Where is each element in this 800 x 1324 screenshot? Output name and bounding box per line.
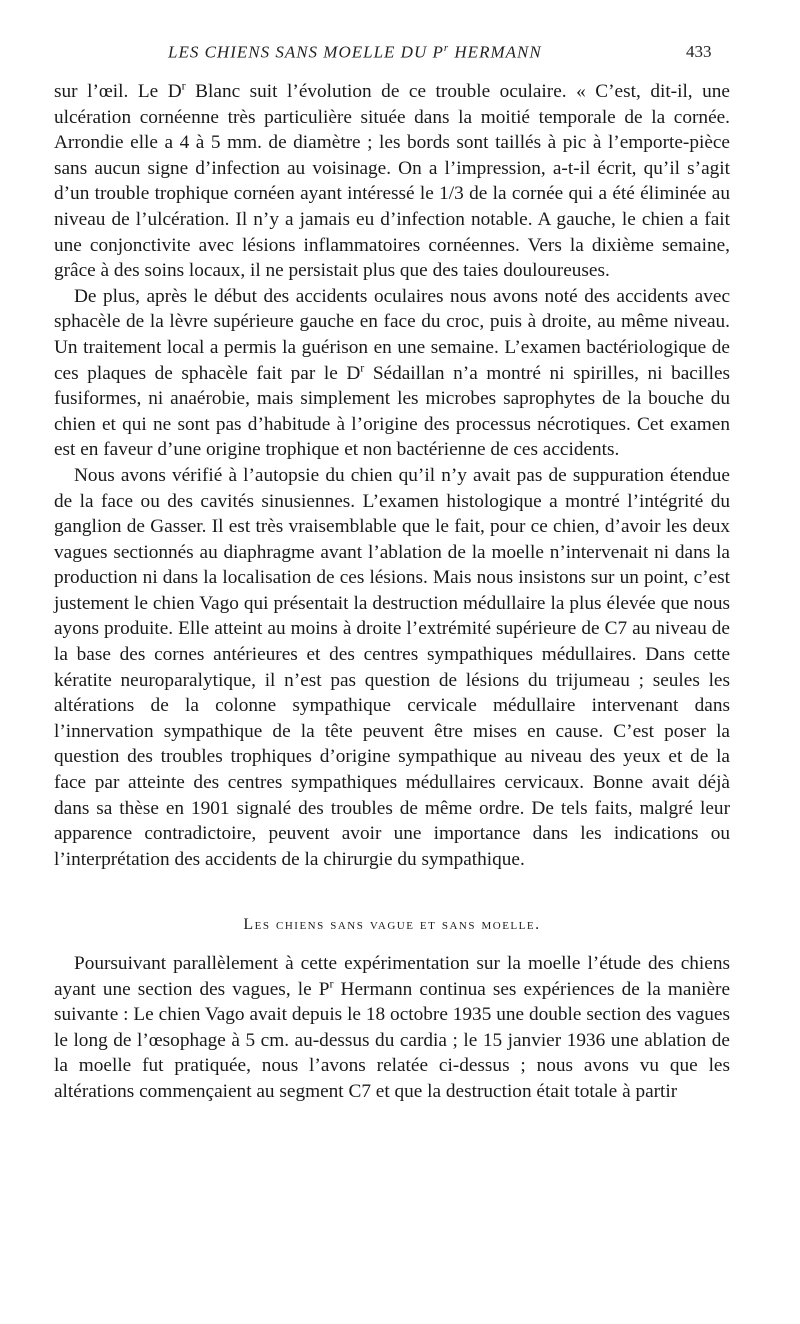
running-title (168, 42, 542, 63)
page-number: 433 (686, 42, 712, 61)
running-head (0, 42, 800, 66)
body-text (54, 79, 730, 1105)
running-title-superscript: r (443, 42, 450, 54)
running-title-part1: LES CHIENS SANS MOELLE DU P (168, 42, 444, 62)
running-title-part2: HERMANN (449, 42, 542, 62)
paragraph-3: Nous avons vérifié à l’autopsie du chien qu’il n’y avait pas de suppuration étendue de la face ou des cavités sinusiennes. L’examen histologique a montré l’intégrité du ganglion de Gasser. Il est très vraisemblable que le fait, pour ce chien, d’avoir les deux vagues sectionnés au diaphragme avant l’ablation de la moelle n’intervenait ni dans la production ni dans la localisation de ces lésions. Mais nous insistons sur un point, c’est justement le chien Vago qui présentait la destruction médullaire la plus élevée que nous ayons produite. Elle atteint au moins à droite l’extrémité supérieure de C7 au niveau de la base des cornes antérieures et des centres sympathiques médullaires. Dans cette kératite neuroparalytique, il n’est pas question de lésions du trijumeau ; seules les altérations de la colonne sympathique cervicale médullaire intervenant dans l’innervation sympathique de la tête peuvent être mises en cause. C’est poser la question des troubles trophiques d’origine sympathique au niveau des yeux et de la face par atteinte des centres sympathiques médullaires cervicaux. Bonne avait déjà dans sa thèse en 1901 signalé des troubles de même ordre. De tels faits, malgré leur apparence contradictoire, peuvent avoir une importance dans les indications ou l’interprétation des accidents de la chirurgie du sympathique. (54, 464, 730, 870)
section-title: Les chiens sans vague et sans moelle. (243, 916, 541, 934)
paragraph-2: De plus, après le début des accidents oculaires nous avons noté des accidents avec sphacèle de la lèvre supérieure gauche en face du croc, puis à droite, au même niveau. Un traitement local a permis la guérison en une semaine. L’examen bactériologique de ces plaques de sphacèle fait par le $D^r$ Sédaillan n’a montré ni spirilles, ni bacilles fusiformes, ni anaérobie, mais simplement les microbes saprophytes de la bouche du chien et qui ne sont pas d’habitude à l’origine des processus nécrotiques. Cet examen est en faveur d’une origine trophique et non bactérienne de ces accidents. (54, 285, 730, 461)
paragraph-1: sur l’œil. Le $D^r$ Blanc suit l’évolution de ce trouble oculaire. « C’est, dit-il, une ulcération cornéenne très particulière située dans la moitié temporale de la cornée. Arrondie elle a 4 à 5 mm. de diamètre ; les bords sont taillés à pic à l’emporte-pièce sans aucun signe d’infection au voisinage. On a l’impression, a-t-il écrit, qu’il s’agit d’un trouble trophique cornéen ayant intéressé le 1/3 de la cornée qui a été éliminée au niveau de l’ulcération. Il n’y a jamais eu d’infection notable. A gauche, le chien a fait une conjonctivite avec lésions inflammatoires cornéennes. Vers la dixième semaine, grâce à des soins locaux, il ne persistait plus que des taies douloureuses. (54, 78, 730, 282)
paragraph-4: Poursuivant parallèlement à cette expérimentation sur la moelle l’étude des chiens ayant une section des vagues, le $P^r$ Hermann continua ses expériences de la manière suivante : Le chien Vago avait depuis le 18 octobre 1935 une double section des vagues le long de l’œsophage à 5 cm. au-dessus du cardia ; le 15 janvier 1936 une ablation de la moelle fut pratiquée, nous l’avons relatée ci-dessus ; nous avons vu que les altérations commençaient au segment C7 et que la destruction était totale à partir (54, 953, 730, 1102)
